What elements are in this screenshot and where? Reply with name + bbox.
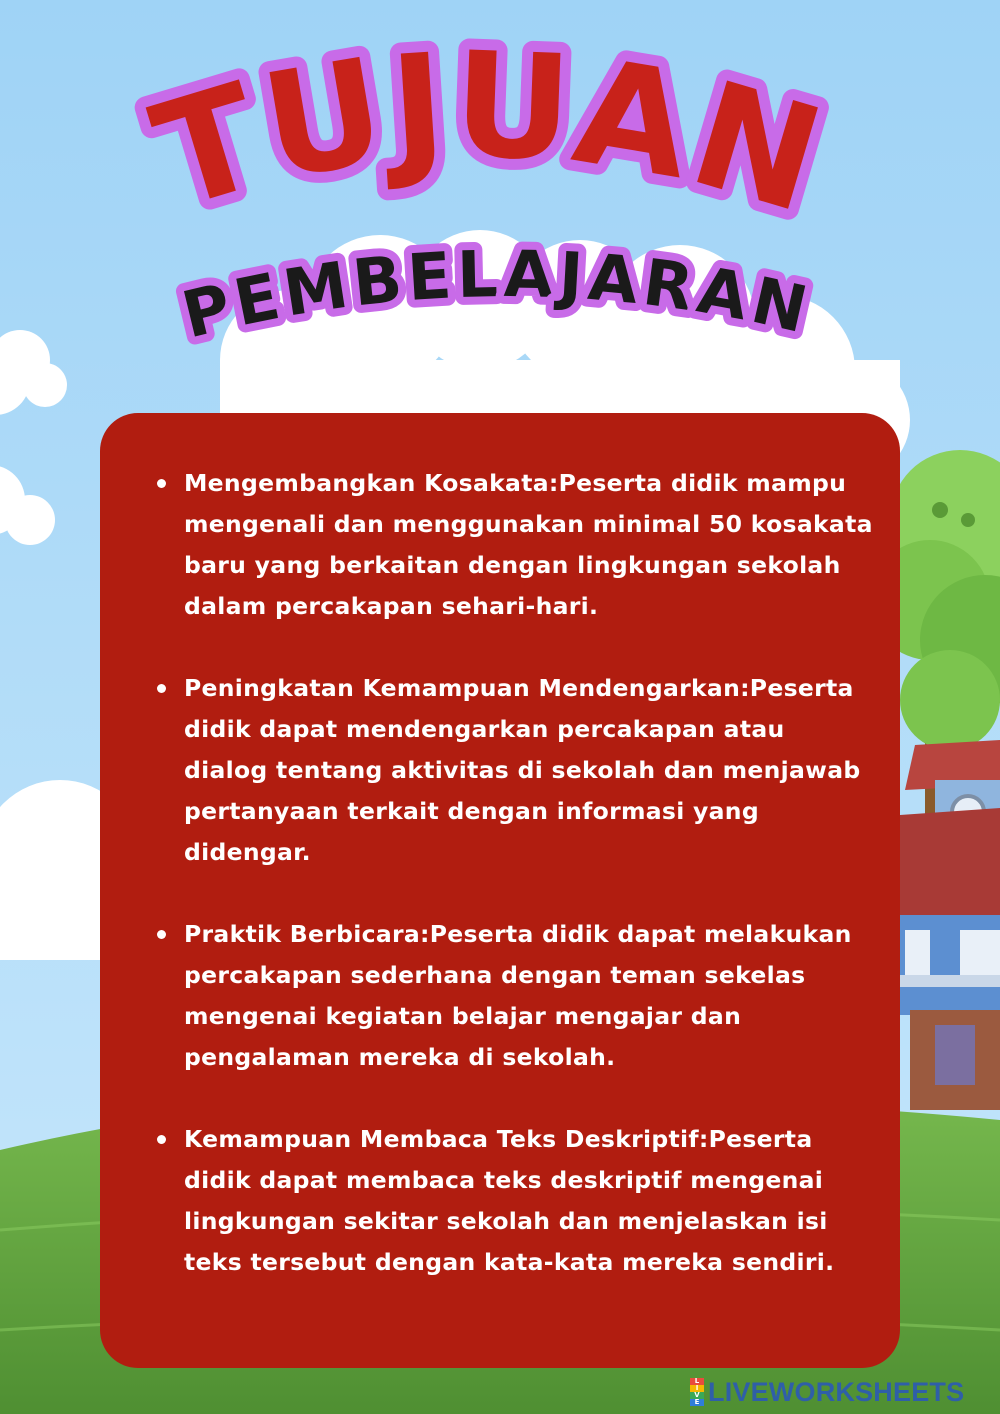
title-line2: PEMBELAJARAN — [175, 237, 819, 354]
logo-letter: E — [690, 1399, 704, 1406]
title-area — [0, 0, 1000, 420]
objective-item: Mengembangkan Kosakata:Peserta didik mampu mengenali dan menggunakan minimal 50 kosakata baru yang berkaitan dengan lingkungan sekolah dalam percakapan sehari-hari. — [184, 463, 874, 627]
title-artwork — [0, 0, 1000, 420]
objective-item: Peningkatan Kemampuan Mendengarkan:Peserta didik dapat mendengarkan percakapan atau dialog tentang aktivitas di sekolah dan menjawab pertanyaan terkait dengan informasi yang didengar. — [184, 668, 874, 873]
liveworksheets-logo-icon — [690, 1378, 704, 1406]
brand-name: LIVEWORKSHEETS — [708, 1376, 965, 1407]
logo-letter: V — [690, 1392, 704, 1399]
logo-letter: L — [690, 1378, 704, 1385]
title-line1: TUJUAN — [136, 20, 843, 248]
objective-item: Praktik Berbicara:Peserta didik dapat melakukan percakapan sederhana dengan teman sekelas mengenai kegiatan belajar mengajar dan pengalaman mereka di sekolah. — [184, 914, 874, 1078]
liveworksheets-watermark — [690, 1376, 964, 1408]
logo-letter: I — [690, 1385, 704, 1392]
objectives-list — [184, 463, 874, 1324]
objective-item: Kemampuan Membaca Teks Deskriptif:Peserta didik dapat membaca teks deskriptif mengenai lingkungan sekitar sekolah dan menjelaskan isi teks tersebut dengan kata-kata mereka sendiri. — [184, 1119, 874, 1283]
objectives-card — [100, 413, 900, 1368]
